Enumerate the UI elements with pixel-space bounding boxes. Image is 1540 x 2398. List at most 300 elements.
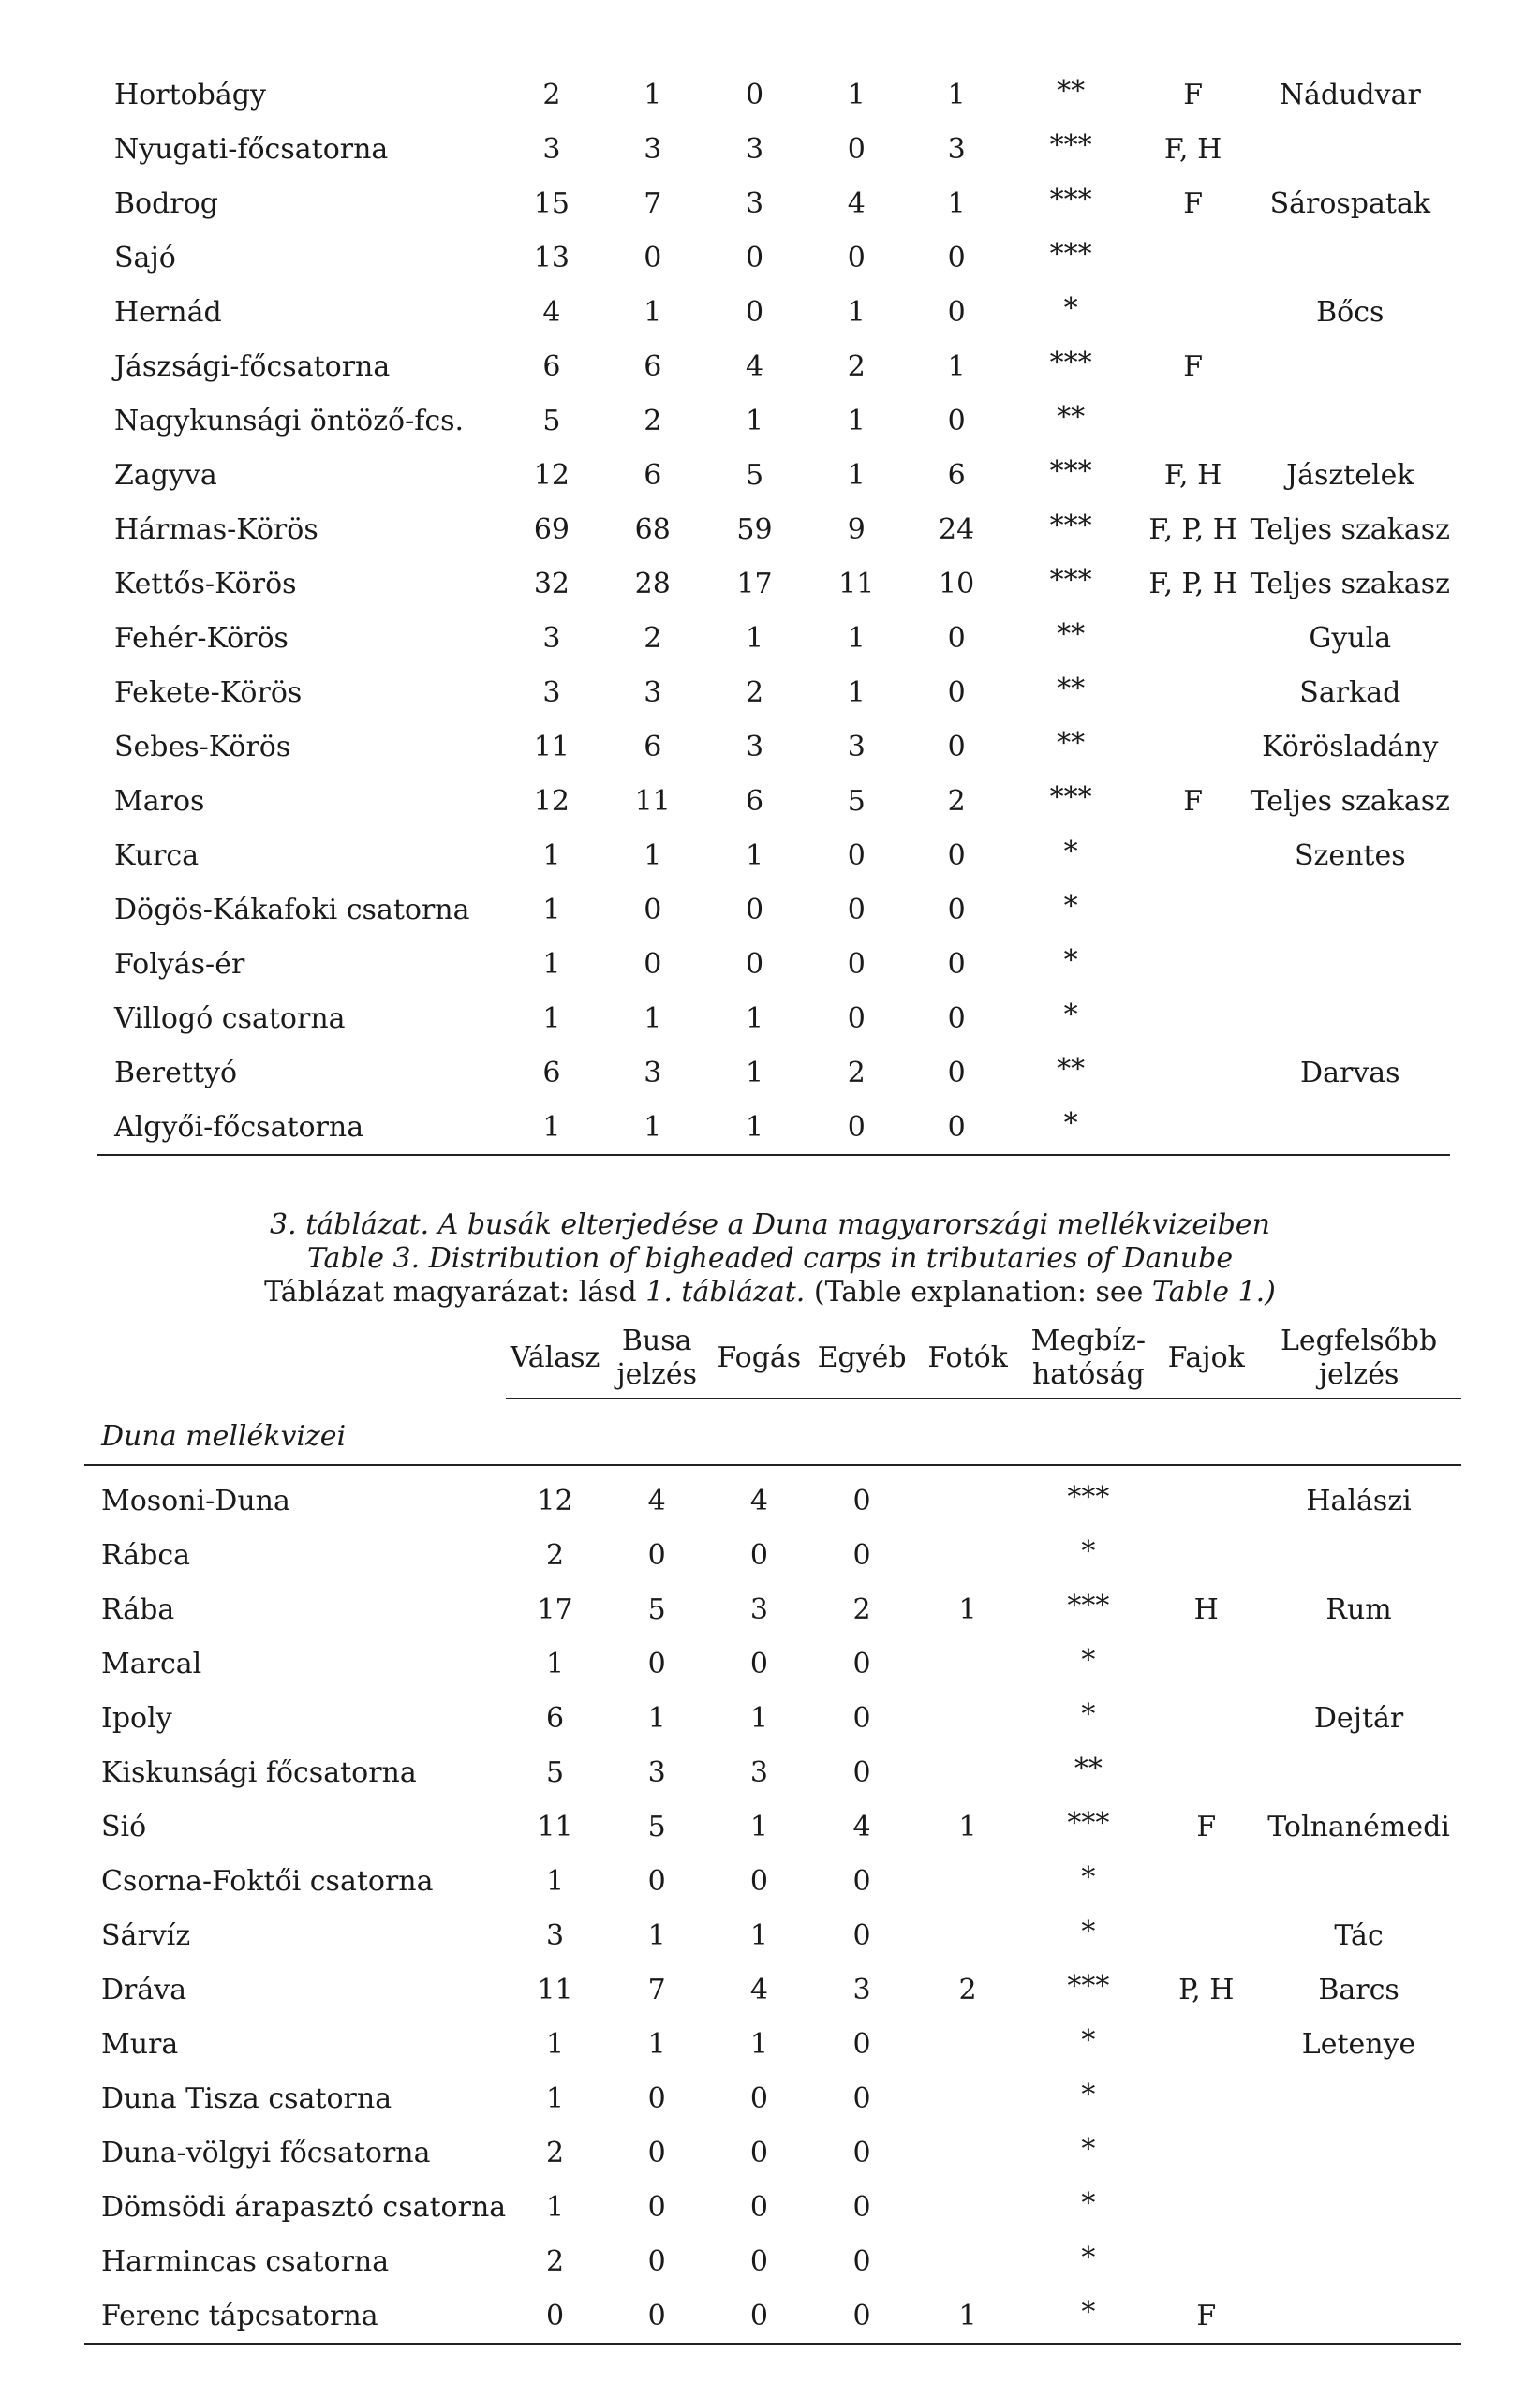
table-cell <box>1136 393 1251 448</box>
row-label: Sajó <box>114 241 176 274</box>
table-cell: *** <box>1067 1806 1110 1840</box>
table-cell: Nádudvar <box>1279 78 1421 111</box>
table-cell <box>1136 882 1251 937</box>
table-cell: 3 <box>745 186 764 220</box>
table-cell: 4 <box>749 1484 768 1517</box>
table-cell: F <box>1183 784 1204 818</box>
table-cell: F, H <box>1163 458 1222 492</box>
row-label: Kurca <box>114 838 200 872</box>
table-cell: 0 <box>647 1538 666 1572</box>
table-cell: 0 <box>745 947 764 981</box>
table-cell: 0 <box>947 675 966 709</box>
table-cell: 0 <box>947 947 966 981</box>
table-cell: 3 <box>644 1056 662 1089</box>
table-cell: 9 <box>847 512 866 546</box>
table-row <box>84 2234 1461 2288</box>
table-row <box>97 719 1450 774</box>
table-cell: Szentes <box>1294 838 1406 872</box>
table-cell: 0 <box>947 1001 966 1035</box>
table-cell <box>1156 1745 1256 1799</box>
table-cell: 1 <box>501 1100 601 1155</box>
table-cell: 2 <box>644 404 662 437</box>
row-label: Csorna-Foktői csatorna <box>101 1864 434 1898</box>
table-cell: 0 <box>647 2190 666 2224</box>
table-cell: 0 <box>852 2136 871 2169</box>
table-cell: 3 <box>542 132 561 166</box>
table-cell: 0 <box>947 404 966 437</box>
table-cell: 3 <box>644 675 662 709</box>
table-cell: 1 <box>958 1810 977 1843</box>
stub-pad <box>1156 1399 1256 1465</box>
table-cell: Bőcs <box>1316 295 1385 329</box>
header-megbizhatosag <box>1020 1319 1156 1399</box>
row-label: Mosoni-Duna <box>101 1484 290 1517</box>
table-cell: 11 <box>537 1973 573 2006</box>
table-cell: 0 <box>647 2136 666 2169</box>
table-cell: 0 <box>852 1755 871 1789</box>
header-blank <box>84 1319 506 1399</box>
stub-pad <box>1256 1399 1461 1465</box>
table-cell <box>915 1745 1020 1799</box>
stub-header: Duna mellékvizei <box>84 1399 506 1465</box>
table-cell: Körösladány <box>1262 730 1439 763</box>
table-row <box>84 1582 1461 1636</box>
table-cell: 3 <box>647 1755 666 1789</box>
header-megb-line1: Megbíz- <box>1030 1325 1147 1357</box>
table-cell <box>1256 1745 1461 1799</box>
table-cell: 3 <box>542 675 561 709</box>
table-cell: 1 <box>644 295 662 329</box>
table-cell: 1 <box>749 1918 768 1952</box>
table-cell <box>1256 2125 1461 2180</box>
row-label: Kettős-Körös <box>114 567 297 600</box>
table3-stub-row <box>84 1399 1461 1465</box>
table-row <box>84 1799 1461 1854</box>
table-cell: 6 <box>542 1056 561 1089</box>
table-cell: 1 <box>847 675 866 709</box>
table-cell: 2 <box>847 1056 866 1089</box>
table-cell <box>915 1908 1020 1962</box>
table-cell: 1 <box>546 2190 565 2224</box>
row-label: Dögös-Kákafoki csatorna <box>114 893 470 926</box>
table-cell: 2 <box>745 675 764 709</box>
table-cell: Teljes szakasz <box>1250 567 1450 600</box>
table-cell: 0 <box>847 893 866 926</box>
table-cell: 1 <box>947 349 966 383</box>
table-cell: 2 <box>644 621 662 655</box>
table-cell: 1 <box>542 893 561 926</box>
row-label: Nagykunsági öntöző-fcs. <box>114 404 465 437</box>
table-cell: 17 <box>537 1592 573 1626</box>
row-label: Berettyó <box>114 1056 238 1089</box>
table-cell: 3 <box>745 730 764 763</box>
table-cell: 5 <box>647 1810 666 1843</box>
table-cell <box>915 1528 1020 1582</box>
table-cell: 0 <box>745 295 764 329</box>
table-row <box>84 1636 1461 1691</box>
table-cell: 1 <box>847 404 866 437</box>
table-cell <box>1256 2180 1461 2234</box>
table-cell: Dejtár <box>1313 1701 1404 1735</box>
table-cell: *** <box>1049 509 1092 542</box>
table-cell <box>1156 2017 1256 2071</box>
table-cell: F <box>1183 186 1204 220</box>
table-cell: 0 <box>806 1100 908 1155</box>
caption-explanation-a: Táblázat magyarázat: lásd <box>264 1276 646 1309</box>
table-cell: 2 <box>958 1973 977 2006</box>
table-cell: 6 <box>542 349 561 383</box>
continued-table-body <box>97 67 1450 1155</box>
table-cell <box>1156 2180 1256 2234</box>
table-cell: 6 <box>644 730 662 763</box>
table-cell: Gyula <box>1309 621 1392 655</box>
table-row <box>97 67 1450 122</box>
table-cell <box>1251 393 1450 448</box>
table-cell: 3 <box>749 1755 768 1789</box>
table-cell: 10 <box>939 567 975 600</box>
table-cell: 0 <box>847 241 866 274</box>
table-cell: * <box>1020 2285 1156 2340</box>
table-cell: 69 <box>533 512 570 546</box>
table-cell: 6 <box>947 458 966 492</box>
table-cell: 2 <box>546 2136 565 2169</box>
table-cell: 0 <box>847 838 866 872</box>
table-cell <box>1156 1908 1256 1962</box>
table-cell: 1 <box>847 458 866 492</box>
table-cell: 2 <box>852 1592 871 1626</box>
table-cell: * <box>1063 889 1078 923</box>
table-cell: * <box>1081 2186 1096 2220</box>
table-cell <box>1156 1636 1256 1691</box>
table-cell <box>1136 991 1251 1045</box>
table-cell <box>1251 230 1450 285</box>
table-cell: 12 <box>533 784 570 818</box>
table-row <box>97 611 1450 665</box>
table-cell: ** <box>1057 400 1086 434</box>
table-cell: P, H <box>1178 1973 1235 2006</box>
table-cell: 0 <box>647 2081 666 2115</box>
table-cell: 4 <box>647 1484 666 1517</box>
table-cell <box>1251 1100 1450 1155</box>
table-cell <box>1136 1045 1251 1100</box>
header-egyeb: Egyéb <box>808 1319 915 1399</box>
table-cell: 11 <box>533 730 570 763</box>
table-cell: F <box>1156 2288 1256 2344</box>
table-cell: 3 <box>852 1973 871 2006</box>
table-cell <box>915 1691 1020 1745</box>
table-cell <box>915 2180 1020 2234</box>
header-fotok: Fotók <box>915 1319 1020 1399</box>
table-row <box>97 828 1450 882</box>
table-cell <box>915 2071 1020 2125</box>
table-cell <box>1136 230 1251 285</box>
table-cell: 4 <box>852 1810 871 1843</box>
table-cell: 11 <box>838 567 875 600</box>
table-cell: *** <box>1067 1480 1110 1514</box>
table-cell <box>1256 2288 1461 2344</box>
table-row <box>84 1691 1461 1745</box>
table-cell: 1 <box>647 1918 666 1952</box>
row-label: Sió <box>101 1810 147 1843</box>
table-cell: 0 <box>749 1647 768 1680</box>
table-cell: 1 <box>847 295 866 329</box>
table-row <box>84 1465 1461 1528</box>
table-cell <box>1136 611 1251 665</box>
header-legf-line1: Legfelsőbb <box>1280 1325 1438 1357</box>
row-label: Hortobágy <box>114 78 266 111</box>
table-cell: 0 <box>852 1647 871 1680</box>
row-label: Zagyva <box>114 458 217 492</box>
row-label: Folyás-ér <box>114 947 245 981</box>
table-cell: Barcs <box>1318 1973 1399 2006</box>
table-cell: 17 <box>736 567 773 600</box>
continued-table <box>97 67 1450 1156</box>
table-cell: Letenye <box>1301 2027 1416 2061</box>
table-cell <box>1136 937 1251 991</box>
table3-caption <box>0 1208 1540 1310</box>
table-cell: 0 <box>647 2244 666 2278</box>
table-cell: F <box>1183 349 1204 383</box>
table-cell: * <box>1063 291 1078 325</box>
caption-explanation-d: Table 1.) <box>1151 1276 1276 1309</box>
table-row <box>84 1908 1461 1962</box>
caption-explanation-b: 1. táblázat. <box>645 1276 806 1309</box>
table-cell: 12 <box>537 1484 573 1517</box>
table-cell: 1 <box>745 621 764 655</box>
table-cell: 6 <box>644 458 662 492</box>
table-cell <box>1156 2071 1256 2125</box>
table-cell: 0 <box>852 1701 871 1735</box>
table-cell: 4 <box>542 295 561 329</box>
table-cell: 68 <box>634 512 671 546</box>
caption-hungarian: 3. táblázat. A busák elterjedése a Duna magyarországi mellékvizeiben <box>270 1208 1270 1241</box>
table-cell: 1 <box>542 947 561 981</box>
table-cell: Sarkad <box>1299 675 1401 709</box>
table-cell: * <box>1006 1096 1136 1151</box>
table-cell: 0 <box>647 1864 666 1898</box>
table-cell: 5 <box>847 784 866 818</box>
table-cell: Sárospatak <box>1269 186 1431 220</box>
table-cell: 0 <box>745 893 764 926</box>
table-cell <box>1251 937 1450 991</box>
table-cell <box>1156 1465 1256 1528</box>
table-cell: *** <box>1049 237 1092 271</box>
table-cell: 1 <box>546 1647 565 1680</box>
table-row <box>84 1962 1461 2017</box>
table-cell: 1 <box>749 1810 768 1843</box>
table-cell: 0 <box>852 1538 871 1572</box>
table-cell: 1 <box>601 1100 703 1155</box>
table-cell: 7 <box>647 1973 666 2006</box>
table-cell: * <box>1081 2023 1096 2057</box>
table-cell: 1 <box>546 2081 565 2115</box>
table-cell: 3 <box>847 730 866 763</box>
row-label: Duna Tisza csatorna <box>101 2081 392 2115</box>
table-cell: Tolnanémedi <box>1267 1810 1450 1843</box>
table-cell <box>1156 1691 1256 1745</box>
caption-explanation-c: (Table explanation: see <box>805 1276 1152 1309</box>
row-label: Marcal <box>101 1647 202 1680</box>
row-label: Ferenc tápcsatorna <box>84 2288 506 2344</box>
table-cell: 0 <box>852 2081 871 2115</box>
table-cell: 1 <box>745 404 764 437</box>
table-cell: 6 <box>546 1701 565 1735</box>
table-cell: 2 <box>947 784 966 818</box>
table-cell: 1 <box>745 1001 764 1035</box>
table-cell: *** <box>1049 128 1092 162</box>
table-cell <box>1256 1636 1461 1691</box>
table-cell: 1 <box>542 838 561 872</box>
table-row <box>97 991 1450 1045</box>
table-cell <box>915 1854 1020 1908</box>
table-cell: 1 <box>546 1864 565 1898</box>
table-cell: 24 <box>939 512 975 546</box>
table-cell: 0 <box>644 947 662 981</box>
table-cell: 0 <box>749 1864 768 1898</box>
table-cell: 0 <box>852 1918 871 1952</box>
table-cell: *** <box>1049 563 1092 597</box>
table-cell: * <box>1081 1643 1096 1677</box>
table-cell: ** <box>1057 1052 1086 1086</box>
table-cell <box>1136 719 1251 774</box>
header-valasz: Válasz <box>506 1319 604 1399</box>
table-cell: 0 <box>644 241 662 274</box>
table-cell: * <box>1081 1860 1096 1894</box>
table-cell: 1 <box>647 2027 666 2061</box>
row-label: Algyői-főcsatorna <box>97 1100 501 1155</box>
table-cell: ** <box>1057 74 1086 108</box>
row-label: Rábca <box>101 1538 191 1572</box>
table-cell: 0 <box>852 2190 871 2224</box>
table-cell: F, P, H <box>1148 567 1237 600</box>
table-row <box>97 122 1450 176</box>
table-row <box>84 2180 1461 2234</box>
table-cell: 0 <box>506 2288 604 2344</box>
table-cell: F <box>1183 78 1204 111</box>
table-cell: ** <box>1057 726 1086 760</box>
table-cell: Jásztelek <box>1286 458 1414 492</box>
table-cell: 1 <box>847 78 866 111</box>
row-label: Maros <box>114 784 205 818</box>
table-cell: 1 <box>647 1701 666 1735</box>
table-cell: 1 <box>947 78 966 111</box>
table-cell: 1 <box>749 2027 768 2061</box>
table-cell: 0 <box>947 295 966 329</box>
table-row <box>97 665 1450 719</box>
table-cell <box>1256 1528 1461 1582</box>
table-cell: * <box>1081 1915 1096 1948</box>
table-row <box>84 2125 1461 2180</box>
table-cell: Teljes szakasz <box>1250 512 1450 546</box>
table-row <box>84 2288 1461 2344</box>
table-cell: 5 <box>542 404 561 437</box>
table-cell: 0 <box>808 2288 915 2344</box>
table-cell: 1 <box>749 1701 768 1735</box>
table-row <box>97 556 1450 611</box>
table-cell: 0 <box>908 1100 1006 1155</box>
table-cell: 0 <box>947 241 966 274</box>
table-row <box>97 937 1450 991</box>
table-cell: 0 <box>947 893 966 926</box>
row-label: Dráva <box>101 1973 187 2006</box>
table-cell <box>1251 882 1450 937</box>
table-cell <box>915 1636 1020 1691</box>
table-cell: 5 <box>647 1592 666 1626</box>
table-cell <box>1251 122 1450 176</box>
table-cell: 32 <box>533 567 570 600</box>
table-cell: F, H <box>1163 132 1222 166</box>
table-cell: 7 <box>644 186 662 220</box>
header-busa-jelzes <box>604 1319 709 1399</box>
table-cell <box>1256 2071 1461 2125</box>
row-label: Dömsödi árapasztó csatorna <box>101 2190 507 2224</box>
table-cell <box>915 2125 1020 2180</box>
table-cell: 1 <box>644 838 662 872</box>
table-cell: * <box>1063 835 1078 868</box>
table-cell <box>1136 828 1251 882</box>
table-cell: F, P, H <box>1148 512 1237 546</box>
table-cell: 0 <box>947 730 966 763</box>
table-cell: 6 <box>745 784 764 818</box>
table-cell: 0 <box>847 1001 866 1035</box>
table-cell: 1 <box>958 1592 977 1626</box>
table-cell: 3 <box>745 132 764 166</box>
table-cell: * <box>1063 943 1078 977</box>
table-cell: 5 <box>745 458 764 492</box>
table-cell: Teljes szakasz <box>1250 784 1450 818</box>
table-cell: 0 <box>749 2244 768 2278</box>
table-cell: 0 <box>852 1484 871 1517</box>
table-cell: F <box>1196 1810 1217 1843</box>
table-cell: 2 <box>546 2244 565 2278</box>
header-busa-line1: Busa <box>621 1325 692 1357</box>
table-cell: * <box>1081 2078 1096 2111</box>
table-cell: 3 <box>644 132 662 166</box>
table-cell: 15 <box>533 186 570 220</box>
table-cell: 3 <box>947 132 966 166</box>
table3 <box>84 1319 1461 2345</box>
table-cell: 1 <box>947 186 966 220</box>
table-cell: *** <box>1049 454 1092 488</box>
table-cell: 0 <box>745 241 764 274</box>
table-cell: * <box>1081 1534 1096 1568</box>
stub-pad <box>1020 1399 1156 1465</box>
table-cell <box>915 2017 1020 2071</box>
table-cell <box>915 1465 1020 1528</box>
table-cell: 4 <box>847 186 866 220</box>
table-cell: 1 <box>546 2027 565 2061</box>
row-label: Harmincas csatorna <box>101 2244 390 2278</box>
stub-pad <box>506 1399 604 1465</box>
table-cell: *** <box>1049 780 1092 814</box>
table-cell: 3 <box>749 1592 768 1626</box>
table-cell: 4 <box>749 1973 768 2006</box>
table-row <box>97 230 1450 285</box>
table-cell: 1 <box>703 1100 806 1155</box>
table-cell <box>1136 1100 1251 1155</box>
row-label: Sárvíz <box>101 1918 191 1952</box>
header-legfelsobb-jelzes <box>1256 1319 1461 1399</box>
table-cell: 1 <box>644 78 662 111</box>
table-row <box>97 339 1450 393</box>
table-cell: 0 <box>852 1864 871 1898</box>
table-cell: *** <box>1067 1969 1110 2003</box>
table-cell: 3 <box>546 1918 565 1952</box>
header-fajok: Fajok <box>1156 1319 1256 1399</box>
row-label: Hármas-Körös <box>114 512 318 546</box>
table-cell: 0 <box>749 2081 768 2115</box>
table-cell: 0 <box>947 621 966 655</box>
